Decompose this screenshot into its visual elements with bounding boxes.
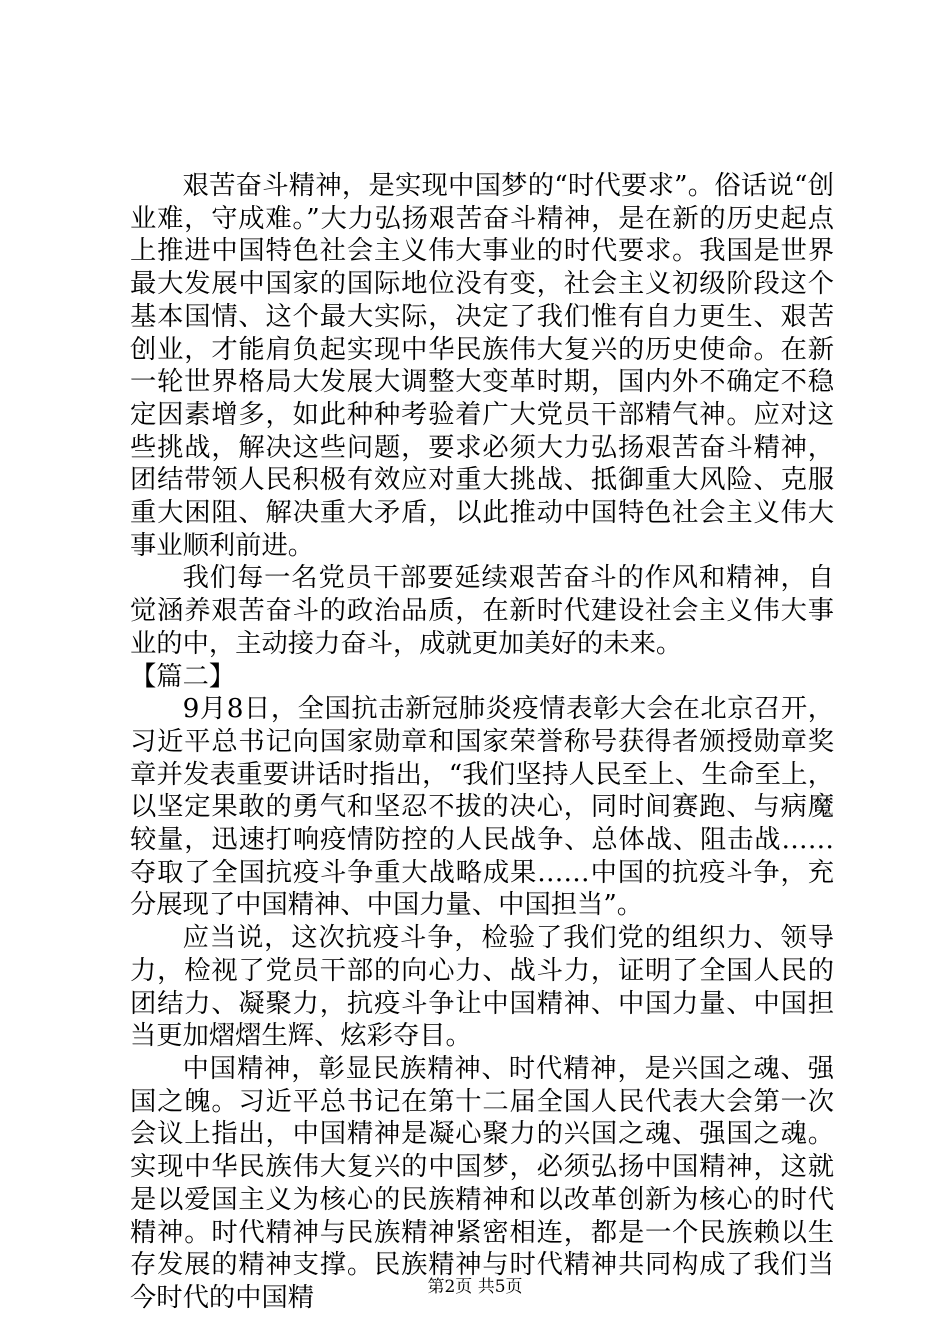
paragraph-3: 9月8日，全国抗击新冠肺炎疫情表彰大会在北京召开，习近平总书记向国家勋章和国家荣誉称号获得者颁授勋章奖章并发表重要讲话时指出，“我们坚持人民至上、生命至上，以坚定果敢的勇气和坚忍不拔的决心，同时间赛跑、与病魔较量，迅速打响疫情防控的人民战争、总体战、阻击战……夺取了全国抗疫斗争重大战略成果……中国的抗疫斗争，充分展现了中国精神、中国力量、中国担当”。 xyxy=(130,694,834,921)
paragraph-5: 中国精神，彰显民族精神、时代精神，是兴国之魂、强国之魄。习近平总书记在第十二届全国人民代表大会第一次会议上指出，中国精神是凝心聚力的兴国之魂、强国之魂。实现中华民族伟大复兴的中国梦，必须弘扬中国精神，这就是以爱国主义为核心的民族精神和以改革创新为核心的时代精神。时代精神与民族精神紧密相连，都是一个民族赖以生存发展的精神支撑。民族精神与时代精神共同构成了我们当今时代的中国精 xyxy=(130,1053,834,1313)
paragraph-2: 我们每一名党员干部要延续艰苦奋斗的作风和精神，自觉涵养艰苦奋斗的政治品质，在新时代建设社会主义伟大事业的中，主动接力奋斗，成就更加美好的未来。 xyxy=(130,563,834,659)
document-body xyxy=(130,170,834,1315)
paragraph-1: 艰苦奋斗精神，是实现中国梦的“时代要求”。俗话说“创业难，守成难。”大力弘扬艰苦奋斗精神，是在新的历史起点上推进中国特色社会主义伟大事业的时代要求。我国是世界最大发展中国家的国际地位没有变，社会主义初级阶段这个基本国情、这个最大实际，决定了我们惟有自力更生、艰苦创业，才能肩负起实现中华民族伟大复兴的历史使命。在新一轮世界格局大发展大调整大变革时期，国内外不确定不稳定因素增多，如此种种考验着广大党员干部精气神。应对这些挑战，解决这些问题，要求必须大力弘扬艰苦奋斗精神，团结带领人民积极有效应对重大挑战、抵御重大风险、克服重大困阻、解决重大矛盾，以此推动中国特色社会主义伟大事业顺利前进。 xyxy=(130,171,834,561)
page-footer: 第2页 共5页 xyxy=(427,1277,523,1297)
section-heading: 【篇二】 xyxy=(130,661,236,692)
paragraph-4: 应当说，这次抗疫斗争，检验了我们党的组织力、领导力，检视了党员干部的向心力、战斗力，证明了全国人民的团结力、凝聚力，抗疫斗争让中国精神、中国力量、中国担当更加熠熠生辉、炫彩夺目。 xyxy=(130,923,834,1052)
